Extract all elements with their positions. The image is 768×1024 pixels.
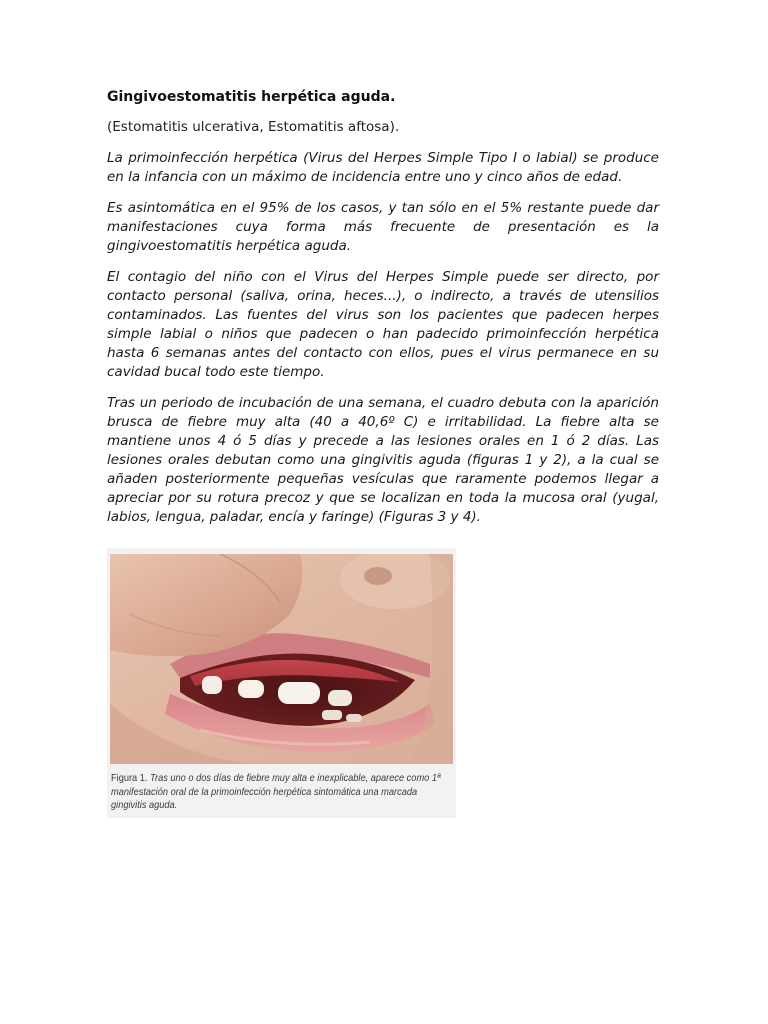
- figure-label: Figura 1.: [111, 772, 148, 784]
- figure-caption: [111, 772, 452, 813]
- figure-1: [107, 548, 456, 818]
- document-subtitle: (Estomatitis ulcerativa, Estomatitis aftosa).: [107, 119, 400, 135]
- document-body: [107, 88, 659, 539]
- figure-caption-text: Tras uno o dos días de fiebre muy alta e inexplicable, aparece como 1ª manifestación oral de la primoinfección herpética sintomática una marcada gingivitis aguda.: [111, 772, 441, 811]
- document-title: Gingivoestomatitis herpética aguda.: [107, 89, 396, 105]
- paragraph-2: Es asintomática en el 95% de los casos, y tan sólo en el 5% restante puede dar manifestaciones cuya forma más frecuente de presentación es la gingivoestomatitis herpética aguda.: [107, 200, 659, 254]
- paragraph-4: Tras un periodo de incubación de una semana, el cuadro debuta con la aparición brusca de fiebre muy alta (40 a 40,6º C) e irritabilidad. La fiebre alta se mantiene unos 4 ó 5 días y precede a las lesiones orales en 1 ó 2 días. Las lesiones orales debutan como una gingivitis aguda (figuras 1 y 2), a la cual se añaden posteriormente pequeñas vesículas que raramente podemos llegar a apreciar por su rotura precoz y que se localizan en toda la mucosa oral (yugal, labios, lengua, paladar, encía y faringe) (Figuras 3 y 4).: [107, 395, 659, 525]
- gingivitis-photo: [110, 554, 453, 764]
- paragraph-3: El contagio del niño con el Virus del Herpes Simple puede ser directo, por contacto personal (saliva, orina, heces...), o indirecto, a través de utensilios contaminados. Las fuentes del virus son los pacientes que padecen herpes simple labial o niños que padecen o han padecido primoinfección herpética hasta 6 semanas antes del contacto con ellos, pues el virus permanece en su cavidad bucal todo este tiempo.: [107, 269, 659, 380]
- paragraph-1: La primoinfección herpética (Virus del Herpes Simple Tipo I o labial) se produce en la infancia con un máximo de incidencia entre uno y cinco años de edad.: [107, 150, 659, 185]
